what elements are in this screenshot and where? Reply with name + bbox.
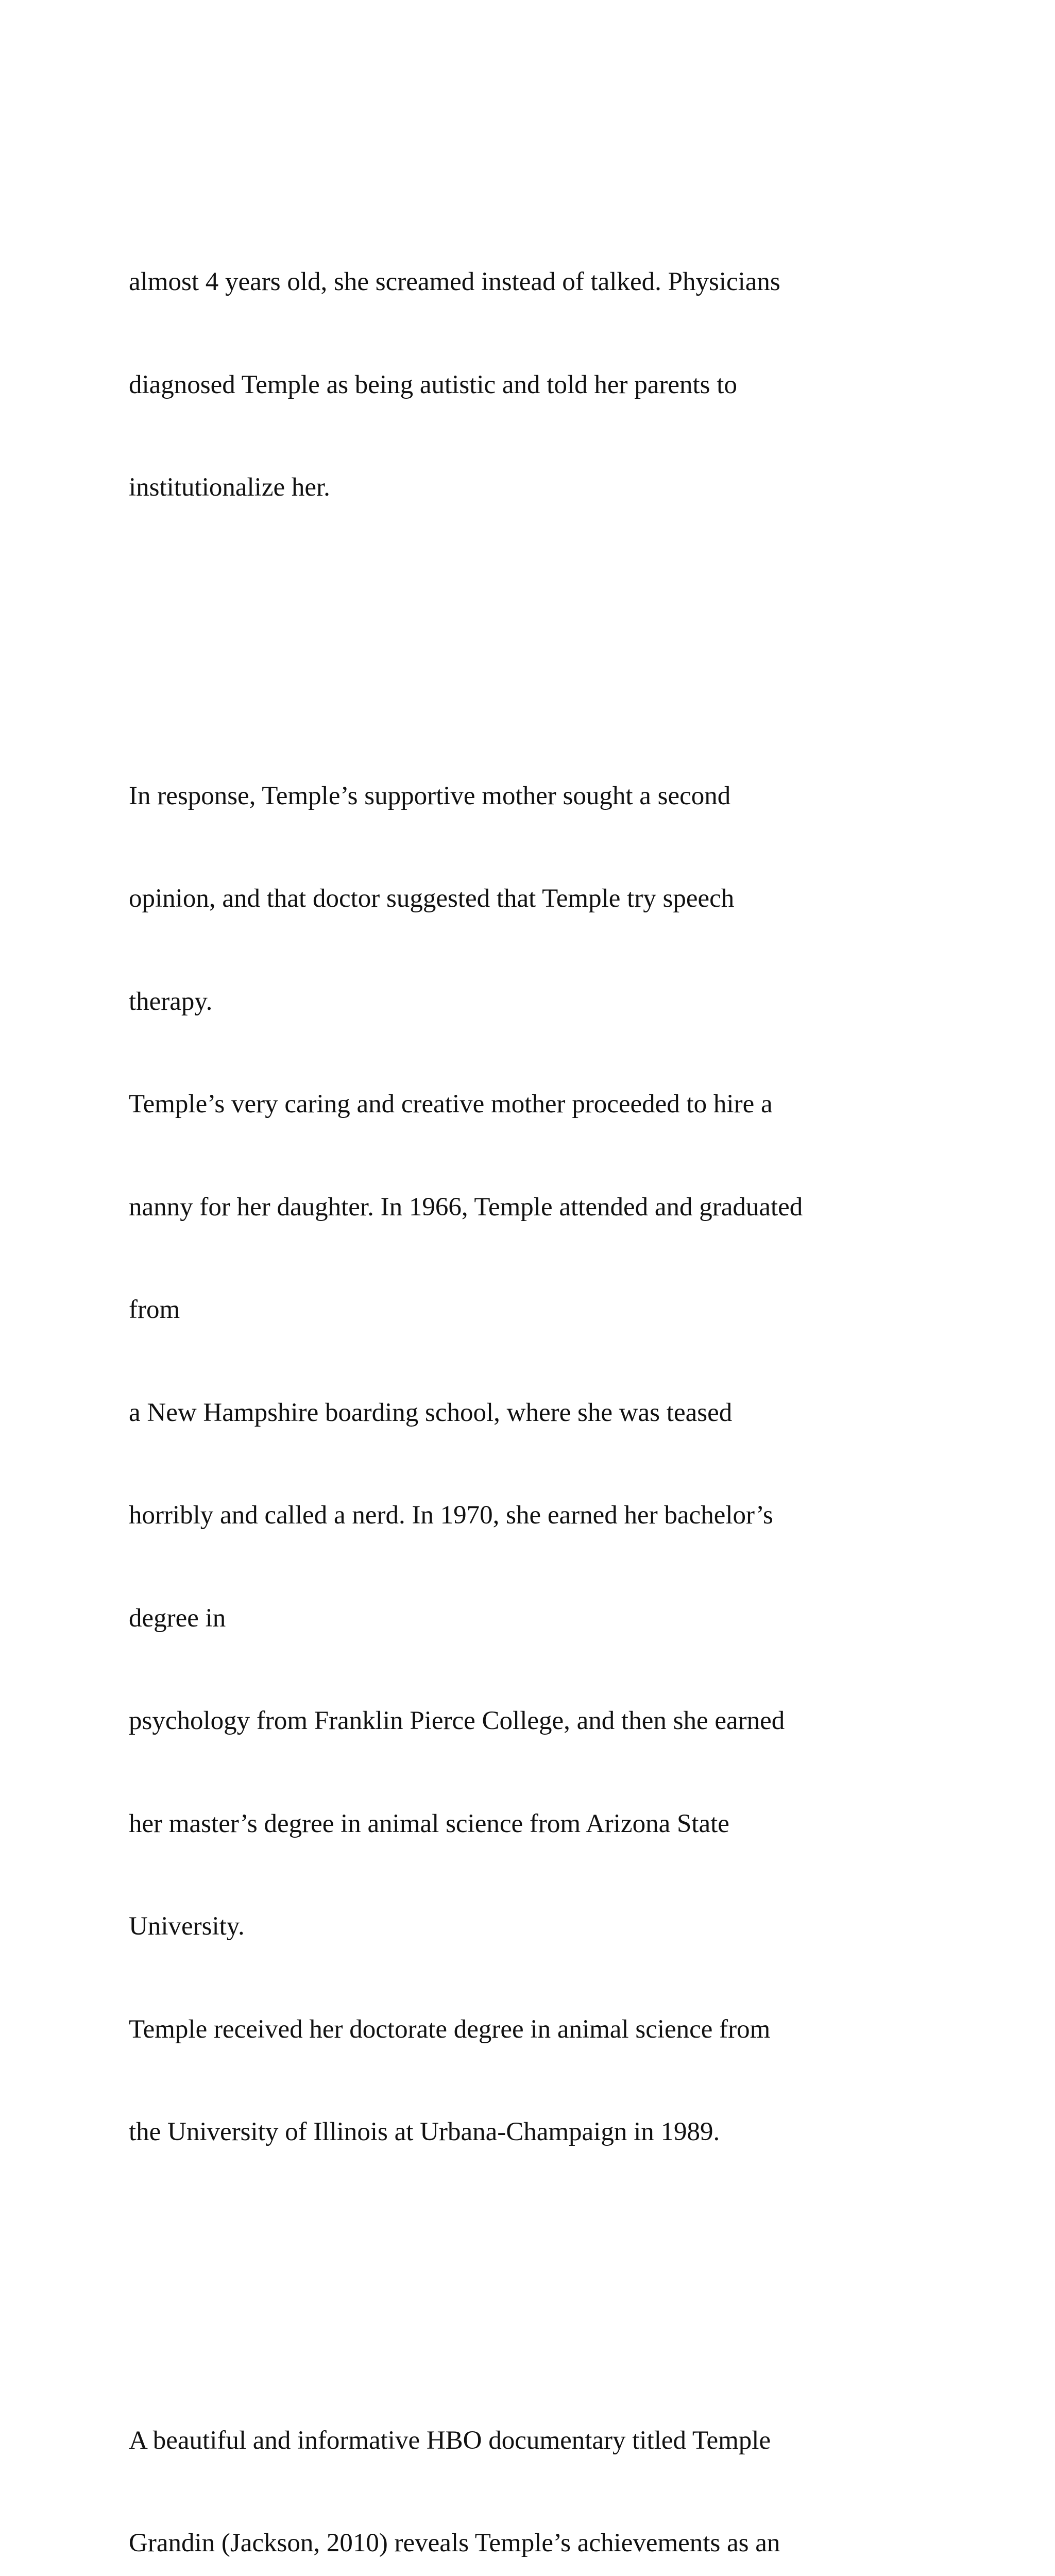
text-line: her master’s degree in animal science from Arizona State: [129, 1809, 729, 1838]
text-line: almost 4 years old, she screamed instead of talked. Physicians: [129, 267, 780, 296]
text-line: degree in: [129, 1603, 226, 1633]
paragraph-spacer: [129, 607, 979, 642]
text-line: therapy.: [129, 987, 213, 1016]
text-line: from: [129, 1295, 180, 1324]
text-line: institutionalize her.: [129, 473, 330, 502]
text-line: opinion, and that doctor suggested that Temple try speech: [129, 884, 735, 913]
document-body: [129, 128, 979, 2576]
text-line: Temple received her doctorate degree in animal science from: [129, 2014, 771, 2044]
text-line: Grandin (Jackson, 2010) reveals Temple’s achievements as an: [129, 2529, 780, 2557]
text-line: nanny for her daughter. In 1966, Temple attended and graduated: [129, 1192, 803, 1222]
text-line: the University of Illinois at Urbana-Champaign in 1989.: [129, 2117, 720, 2146]
text-line: In response, Temple’s supportive mother sought a second: [129, 781, 731, 810]
text-line: psychology from Franklin Pierce College, and then she earned: [129, 1706, 785, 1735]
paragraph-spacer: [129, 2252, 979, 2286]
text-line: University.: [129, 1912, 245, 1941]
text-line: diagnosed Temple as being autistic and told her parents to: [129, 370, 737, 399]
text-line: Temple’s very caring and creative mother proceeded to hire a: [129, 1090, 773, 1118]
text-line: A beautiful and informative HBO documentary titled Temple: [129, 2426, 771, 2455]
text-line: horribly and called a nerd. In 1970, she earned her bachelor’s: [129, 1501, 773, 1530]
text-line: a New Hampshire boarding school, where she was teased: [129, 1398, 733, 1427]
